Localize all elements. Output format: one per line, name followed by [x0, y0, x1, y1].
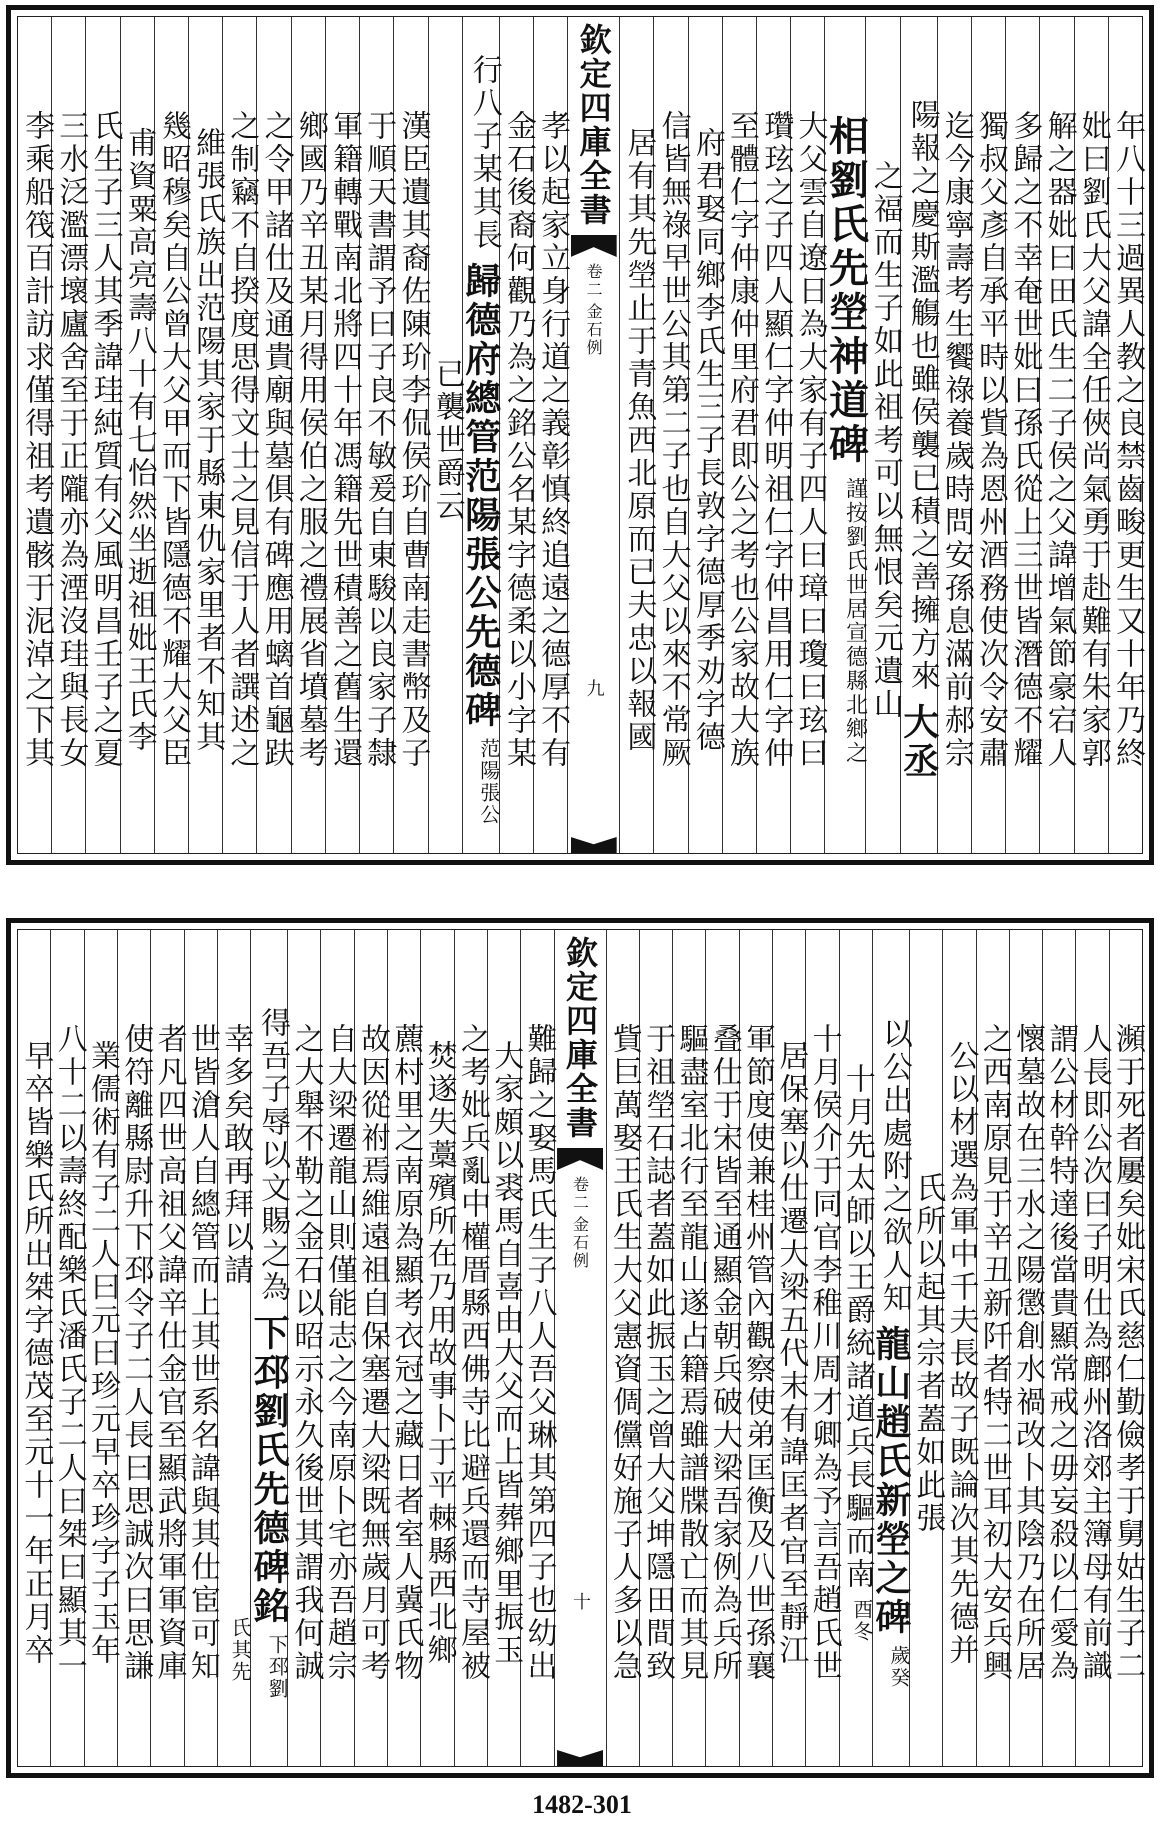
text-column: 迄今康寧壽考生饗祿養歲時問安孫息滿前郝宗	[937, 17, 971, 853]
text-column: 金石後裔何觀乃為之銘公名某字德柔以小字某	[499, 17, 533, 853]
text-column: 瓚玹之子四人顯仁字仲明祖仁字仲昌用仁字仲	[756, 17, 790, 853]
page-number: 十	[570, 1592, 592, 1610]
text-column: 年八十三過異人教之良禁齒畯更生又十年乃終	[1108, 17, 1142, 853]
fishtail-mark-lower	[557, 1750, 603, 1766]
top-page-panel	[6, 5, 1154, 865]
text-column: 妣曰劉氏大父諱全任俠尚氣勇于赴難有朱家郭	[1074, 17, 1108, 853]
text-column: 行八子某其長 歸德府總管范陽張公先德碑 范陽張公	[462, 17, 499, 853]
text-column: 陽報之慶斯濫觴也雖侯襲已積之善擁方來 大丞	[900, 17, 937, 853]
inscription-note: 酉冬	[849, 1599, 874, 1643]
text-column: 大父雲自遼日為大家有子四人曰璋曰瓊曰玹曰	[790, 17, 824, 853]
text-column: 府君娶同鄉李氏生三子長敦字德厚季劝字德	[688, 17, 722, 853]
text-column: 信皆無祿早世公其第二子也自大父以來不常厥	[653, 17, 687, 853]
text-column: 漢臣遺其裔佐陳玠李侃侯玠自曹南走書幣及子	[393, 17, 427, 853]
text-column: 至體仁字仲康仲里府君即公之考也公家故大族	[722, 17, 756, 853]
text-column: 早卒皆樂氏所出桀字德茂至元十一年正月卒	[18, 1039, 54, 1667]
text-column: 氏生子三人其季諱珪純質有父風明昌壬子之夏	[85, 17, 119, 853]
text-column: 八十二以壽終配樂氏潘氏子二人曰桀曰顯其一	[50, 930, 83, 1766]
text-column: 大家頗以裘馬自喜由大父而上皆葬鄉里振玉	[487, 930, 520, 1766]
text-column: 維張氏族出范陽其家于縣東仇家里者不知其	[188, 17, 222, 853]
text-column: 軍節度使兼桂州管內觀察使弟匡衡及八世孫襄	[739, 930, 772, 1766]
inscription-title: 下邳劉氏先德碑銘	[248, 1313, 291, 1626]
text-column: 之大舉不勒之金石以昭示永久後世其謂我何誠	[287, 930, 320, 1766]
volume-label: 卷二 金石例	[570, 1176, 590, 1270]
text-column: 謂公材幹特達後當貴顯常戒之毋妄殺以仁愛為	[1042, 930, 1075, 1766]
fishtail-mark	[557, 1148, 603, 1170]
text-column: 十月侯介于同官李稚川周才卿為予言吾趙氏世	[805, 930, 838, 1766]
center-margin	[567, 17, 619, 853]
text-column: 居保塞以仕遷大梁五代末有諱匡者官至靜江	[772, 930, 805, 1766]
text-column: 公以材選為軍中千夫長故子既論次其先德并	[942, 930, 975, 1766]
text-column: 已襲世爵云	[428, 17, 462, 853]
text-column: 驅盡室北行至龍山遂占籍焉雖譜牒散亡而其見	[672, 930, 705, 1766]
text-column: 甫資粟高亮壽八十有七怡然坐逝祖妣王氏李	[120, 17, 154, 853]
text-column: 獨叔父彥自承平時以貲為恩州酒務使次令安肅	[971, 17, 1005, 853]
text-column: 得吾子辱以文賜之為 下邳劉氏先德碑銘 下邳劉	[250, 930, 287, 1766]
text-column: 多歸之不幸奄世妣曰孫氏從上三世皆潛德不耀	[1005, 17, 1039, 853]
text-column: 解之器妣曰田氏生二子侯之父諱增氣節豪宕人	[1039, 17, 1073, 853]
inscription-title-column	[822, 17, 870, 853]
text-column: 貲巨萬娶王氏生大父憲資倜儻好施子人多以急	[606, 930, 639, 1766]
fishtail-mark	[571, 235, 617, 257]
text-column: 人長即公次曰子明仕為鄜州洛郊主簿母有前識	[1075, 930, 1108, 1766]
text-column: 以公出處附之欲人知 龍山趙氏新塋之碑 歲癸	[872, 930, 909, 1766]
book-title: 欽定四庫全書	[574, 23, 613, 227]
bottom-page-columns	[17, 929, 1143, 1767]
inscription-title: 歸德府總管范陽張公先德碑	[459, 262, 502, 730]
inscription-title: 相劉氏先塋神道碑	[822, 115, 870, 467]
text-column: 焚遂失藁殯所在乃用故事卜于平棘縣西北鄉	[420, 930, 453, 1766]
text-column: 李乘船筏百計訪求僅得祖考遺骸于泥淖之下其	[19, 110, 55, 770]
text-column: 業儒術有子二人曰元曰珍元早卒珍字子玉年	[84, 930, 117, 1766]
text-column: 懷墓故在三水之陽懲創水禍改卜其陰乃在所居	[1009, 930, 1042, 1766]
bottom-page-panel	[6, 918, 1154, 1778]
inscription-title: 龍山趙氏新塋之碑	[869, 1324, 912, 1637]
text-column: 之制竊不自揆度思得文士之見信于人者譔述之	[222, 17, 256, 853]
book-title: 欽定四庫全書	[561, 936, 600, 1140]
center-margin	[554, 930, 606, 1766]
text-column: 藨村里之南原為顯考衣冠之藏日者室人冀氏物	[387, 930, 420, 1766]
text-column: 世皆滄人自總管而上其世系名諱與其仕宦可知	[184, 930, 217, 1766]
inscription-note: 謹按劉氏世居宣德縣北鄉之	[842, 477, 868, 765]
inscription-title-tail: 大丞	[897, 703, 940, 781]
text-column: 之考妣兵亂中權厝縣西佛寺比避兵還而寺屋被	[454, 930, 487, 1766]
text-column: 幸多矣敢再拜以請 氏其先	[217, 930, 250, 1766]
page-footer-number: 1482-301	[532, 1790, 632, 1819]
volume-label: 卷二 金石例	[584, 263, 604, 357]
text-column: 幾昭穆矣自公曾大父甲而下皆隱德不耀大父臣	[154, 17, 188, 853]
inscription-note: 歲癸	[886, 1644, 911, 1689]
inscription-note: 范陽張公	[476, 738, 501, 826]
text-column: 叠仕于宋皆至通顯金朝兵破大梁吾家例為兵所	[705, 930, 738, 1766]
text-column: 氏所以起其宗者蓋如此張	[909, 930, 942, 1766]
fishtail-mark-lower	[571, 837, 617, 853]
inscription-note: 氏其先	[228, 1617, 253, 1683]
text-column: 使符離縣尉升下邳令子二人長曰思誠次曰思謙	[117, 930, 150, 1766]
text-column: 者凡四世高祖父諱辛仕金官至顯武將軍軍資庫	[150, 930, 183, 1766]
text-column: 三水泛濫漂壞廬舍至于正隴亦為湮沒珪與長女	[51, 17, 85, 853]
text-column: 軍籍轉戰南北將四十年馮籍先世積善之舊生還	[325, 17, 359, 853]
text-column: 孝以起家立身行道之義彰慎終追遠之德厚不有	[533, 17, 567, 853]
inscription-note: 下邳劉	[265, 1633, 290, 1700]
text-column: 鄉國乃辛丑某月得用侯伯之服之禮展省墳墓考	[291, 17, 325, 853]
text-column: 之福而生子如此祖考可以無恨矣元遺山	[865, 17, 899, 853]
text-column: 十月先太師以王爵統諸道兵長驅而南 酉冬	[839, 930, 872, 1766]
text-column: 之令甲諸仕及通貴廟與墓俱有碑應用螭首龜趺	[256, 17, 290, 853]
text-column: 難歸之娶馬氏生子八人吾父琳其第四子也幼出	[520, 930, 553, 1766]
text-column: 居有其先塋止于青魚西北原而已夫忠以報國	[619, 17, 653, 853]
page-number: 九	[583, 679, 605, 697]
text-column: 于祖塋石誌者蓋如此振玉之曾大父坤隱田間致	[639, 930, 672, 1766]
top-page-columns	[17, 16, 1143, 854]
text-column: 之西南原見于辛丑新阡者特二世耳初大安兵興	[976, 930, 1009, 1766]
text-column: 瀕于死者屢矣妣宋氏慈仁勤儉孝于舅姑生子二	[1109, 930, 1142, 1766]
text-column: 故因從祔焉維遠祖自保塞遷大梁既無歲月可考	[354, 930, 387, 1766]
text-column: 自大梁遷龍山則僅能志之今南原卜宅亦吾趙宗	[320, 930, 353, 1766]
text-column: 于順天書謂予曰子良不敏爰自東駿以良家子隸	[359, 17, 393, 853]
